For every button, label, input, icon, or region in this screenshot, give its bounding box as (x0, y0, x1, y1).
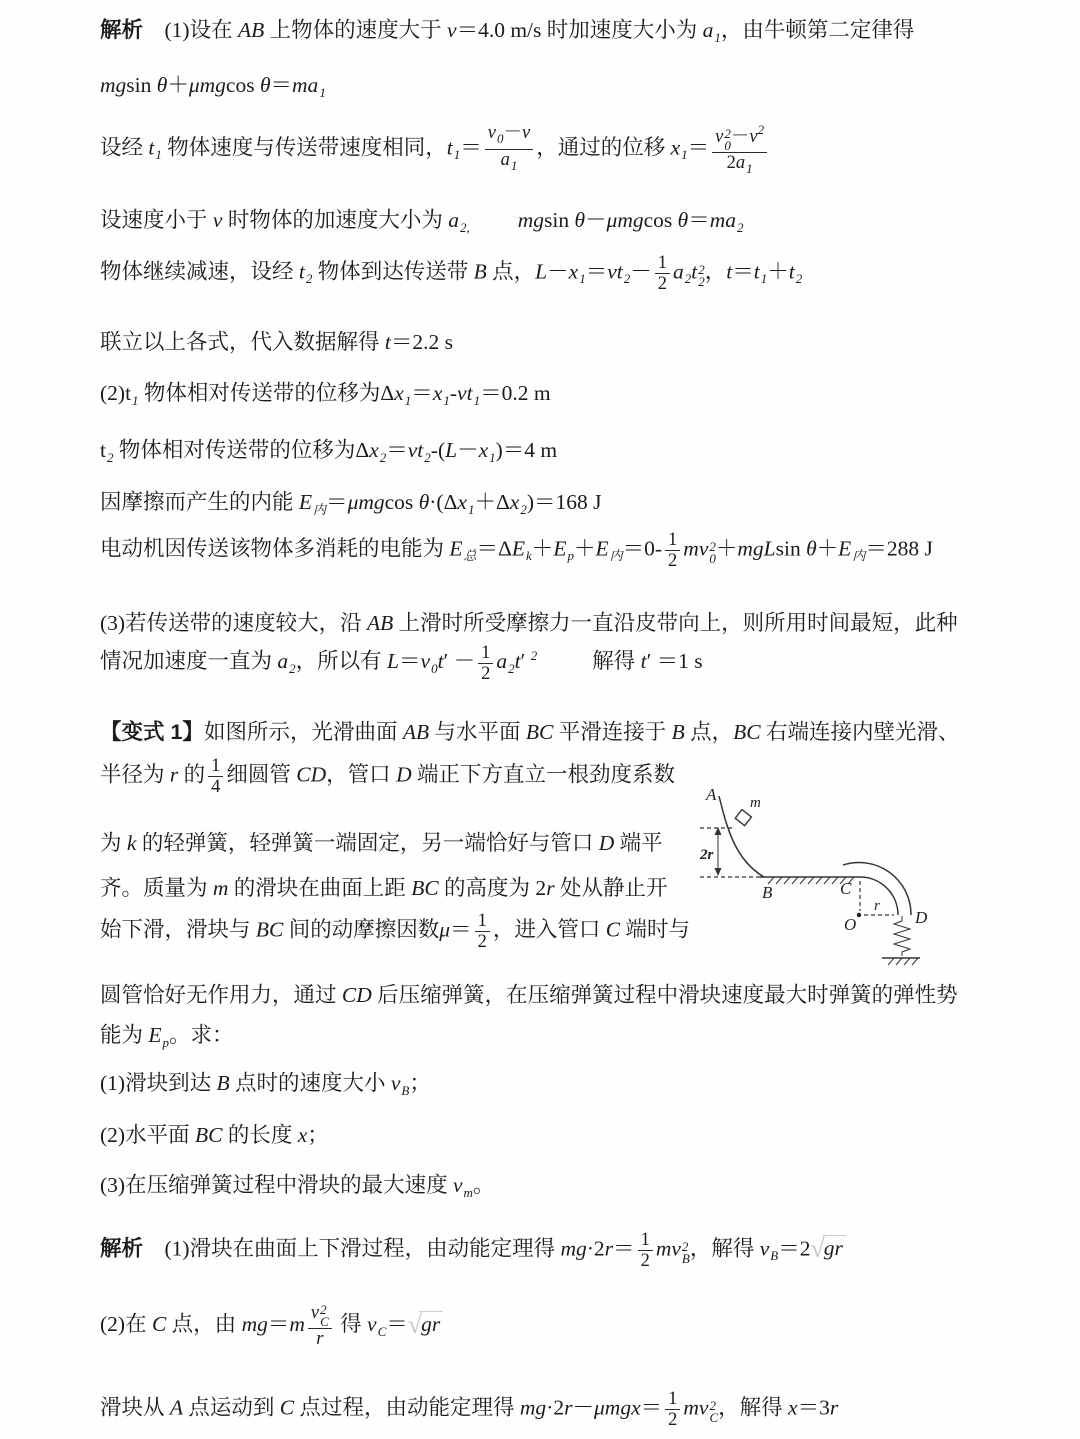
block-m (735, 810, 751, 826)
solution-line-5: 物体继续减速，设经 $t_2$ 物体到达传送带 B 点，$L-x_1=vt_2-$ $\frac{1}{2}$ $a_2t$ 2 2 ，$t=t_1+t_2$ (100, 253, 803, 294)
variant1-line-1: 【变式 1】如图所示，光滑曲面 AB 与水平面 BC 平滑连接于 B 点，BC 右端连接内壁光滑、 (100, 720, 960, 744)
solution-line-2: mgsin θ＋μmgcos $\theta=ma_1$ (100, 73, 326, 100)
solution-line-11: (3)若传送带的速度较大，沿 AB 上滑时所受摩擦力一直沿皮带向上，则所用时间最短，此种 (100, 611, 958, 635)
label-C: C (840, 879, 852, 898)
variant1-line-5: 始下滑，滑块与 BC 间的动摩擦因数μ＝ $\frac{1}{2}$ ，进入管口 C 端时与 (100, 911, 690, 952)
spring-ground-hatching (888, 958, 918, 965)
label-A: A (706, 785, 717, 804)
solution-line-10: 电动机因传送该物体多消耗的电能为 $E_总=\Delta E_k+E_p+E_内=0-$ $\frac{1}{2}$ mv 2 0 ＋mgLsin $\theta+E_内=288$ J (100, 530, 933, 571)
variant1-line-3: 为 k 的轻弹簧，轻弹簧一端固定，另一端恰好与管口 D 端平 (100, 831, 663, 855)
variant1-solution-1: 解析 (1)滑块在曲面上下滑过程，由动能定理得 mg·2r＝ $\frac{1}{2}$ mv 2 B ，解得 $v_B=2√gr$ (100, 1230, 846, 1271)
label-m: m (750, 795, 761, 811)
spring (894, 916, 910, 956)
variant1-figure (692, 780, 952, 980)
variant1-line-7: 能为 $E_p$。求： (100, 1023, 234, 1050)
variant1-question-1: (1)滑块到达 B 点时的速度大小 $v_B$； (100, 1071, 431, 1098)
solution-line-12: 情况加速度一直为 $a_2$，所以有 $L=v_0t'$ － $\frac{1}{2}$ $a_2t'$ $^2$ 解得 t′ ＝1 s (100, 642, 703, 684)
variant1-line-2: 半径为 r 的 $\frac{1}{4}$ 细圆管 CD，管口 D 端正下方直立一根劲度系数 (100, 756, 675, 797)
variant1-question-2: (2)水平面 BC 的长度 x； (100, 1123, 329, 1147)
solution-line-4: 设速度小于 v 时物体的加速度大小为 $a_{2,}$ mgsin θ－μmgcos $\theta=ma_2$ (100, 208, 744, 235)
label-D: D (915, 908, 928, 927)
variant1-line-6: 圆管恰好无作用力，通过 CD 后压缩弹簧，在压缩弹簧过程中滑块速度最大时弹簧的弹性势 (100, 983, 958, 1007)
variant1-line-4: 齐。质量为 m 的滑块在曲面上距 BC 的高度为 2r 处从静止开 (100, 876, 668, 900)
solution-line-7: $(2)t_1$ 物体相对传送带的位移为$\Delta x_1=x_1-vt_1=0.2$ m (100, 381, 551, 408)
dim-arrow-down (715, 868, 722, 876)
solution-line-6: 联立以上各式，代入数据解得 t＝2.2 s (100, 330, 453, 354)
label-2r: 2r (700, 847, 714, 863)
solution-line-8: $t_2$ 物体相对传送带的位移为$\Delta x_2=vt_2-(L-x_1)=4$ m (100, 438, 558, 465)
variant1-question-3: (3)在压缩弹簧过程中滑块的最大速度 $v_m$。 (100, 1173, 495, 1200)
label-O: O (844, 915, 857, 934)
solution-line-9: 因摩擦而产生的内能 $E_内=\mu mgcos$ $\theta\cdot(\Delta x_1+\Delta x_2)=168$ J (100, 490, 602, 517)
solution-line-3: 设经 $t_1$ 物体速度与传送带速度相同，$t_1=$ $\frac{v_0-v}{a_1}$ ，通过的位移 $x_1=$ v 2 0 $-v^2$ $2a_1$ (100, 120, 770, 179)
solution-line-1: 解析 (1)设在 AB 上物体的速度大于 v＝4.0 m/s 时加速度大小为 $a_1$，由牛顿第二定律得 (100, 18, 915, 45)
variant1-solution-2: (2)在 C 点，由 mg＝m v 2 C r 得 $v_C=√gr$ (100, 1303, 443, 1349)
label-B: B (762, 883, 773, 902)
center-O-dot (857, 913, 861, 917)
variant1-solution-3: 滑块从 A 点运动到 C 点过程，由动能定理得 mg·2r－μmgx＝ $\frac{1}{2}$ mv 2 C ，解得 x＝3r (100, 1389, 839, 1430)
label-r: r (874, 898, 880, 914)
